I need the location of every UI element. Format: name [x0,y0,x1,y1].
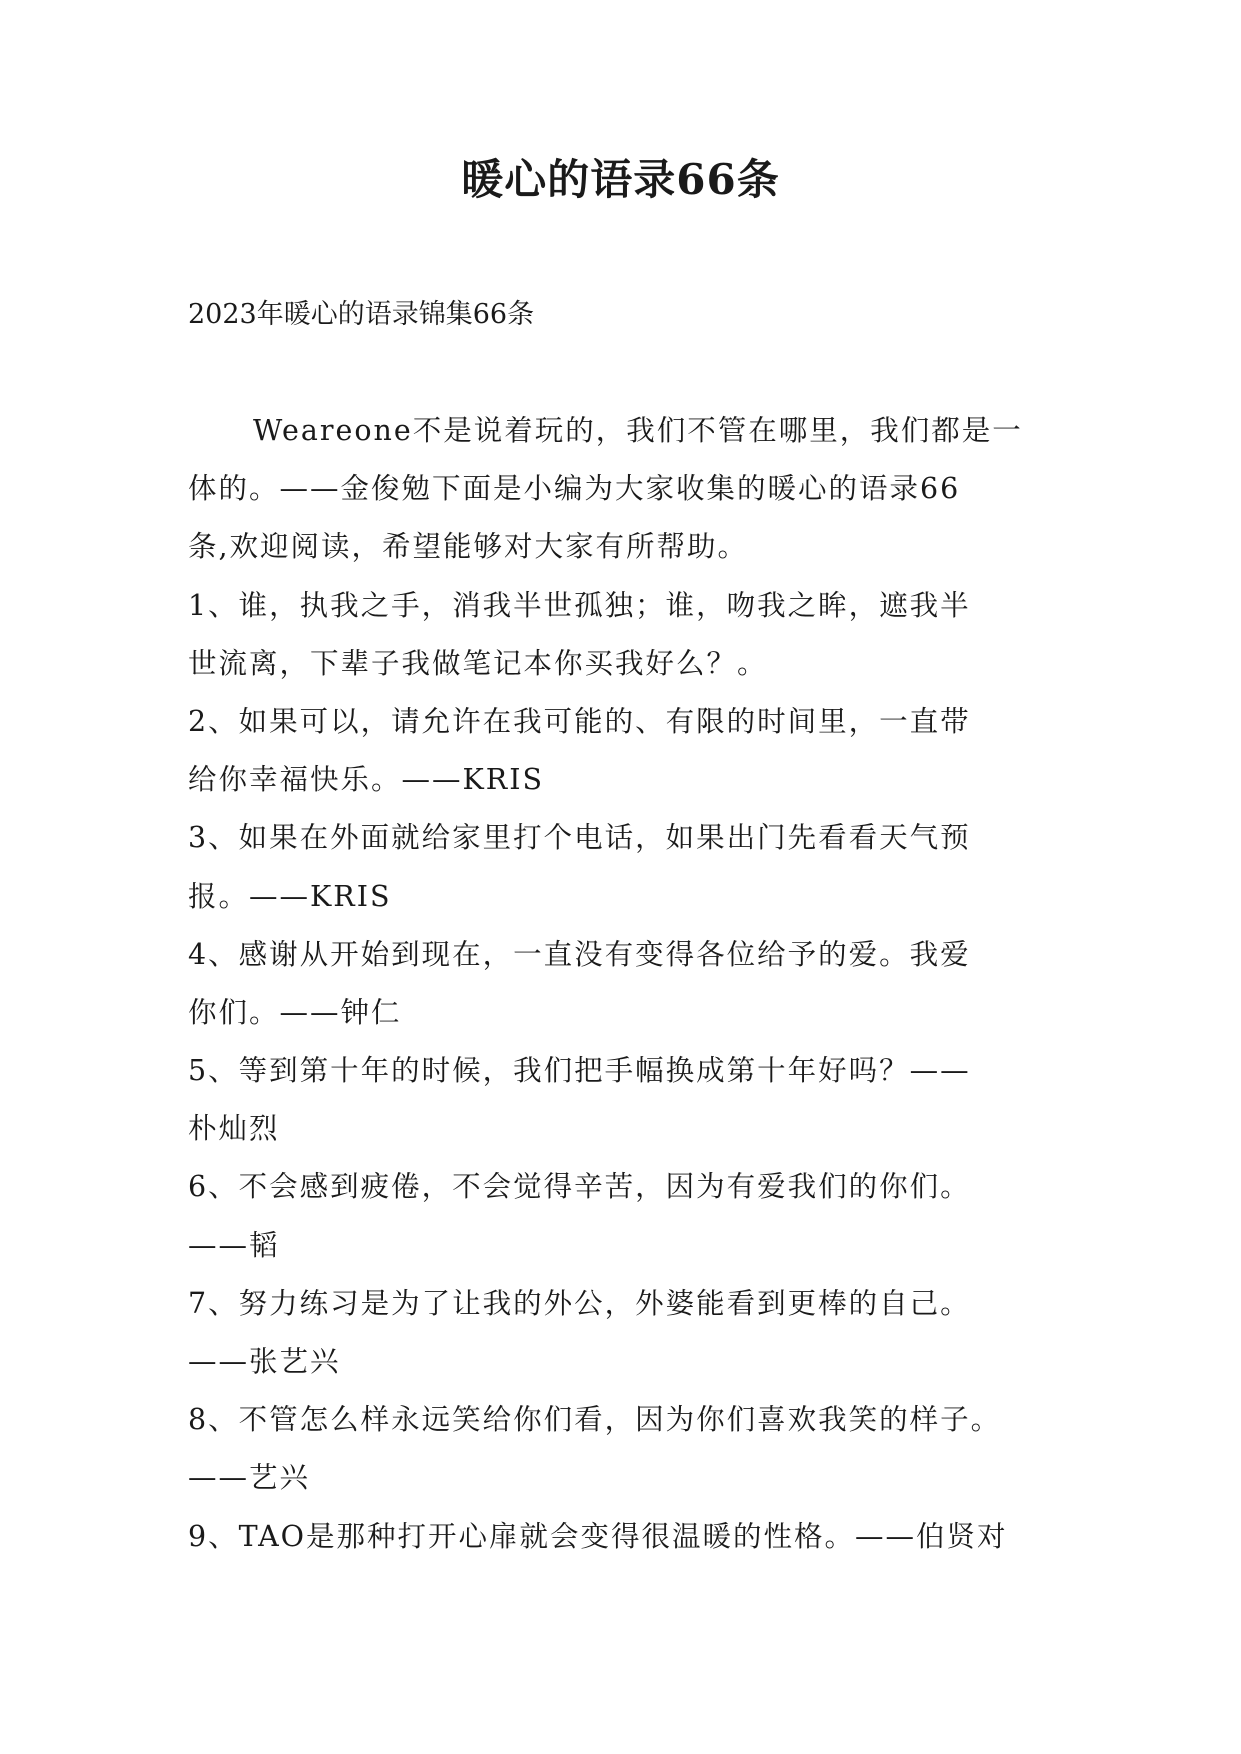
list-item-line: 8、不管怎么样永远笑给你们看，因为你们喜欢我笑的样子。 [188,1403,1002,1437]
paragraph-line: Weareone不是说着玩的，我们不管在哪里，我们都是一 [253,414,1023,447]
paragraph-line: 体的。——金俊勉下面是小编为大家收集的暖心的语录66 [188,472,961,506]
document-body [188,402,1068,1566]
list-item-line: 报。——KRIS [188,879,392,913]
list-item-line: 3、如果在外面就给家里打个电话，如果出门先看看天气预 [188,821,971,855]
list-item-line: ——韬 [188,1228,280,1262]
list-item-line: 1、谁，执我之手，消我半世孤独；谁，吻我之眸，遮我半 [188,588,971,622]
paragraph-line: 条,欢迎阅读，希望能够对大家有所帮助。 [188,530,749,564]
list-item-line: 世流离，下辈子我做笔记本你买我好么？。 [188,646,768,680]
list-item-line: 9、TAO是那种打开心扉就会变得很温暖的性格。——伯贤对 [188,1519,1008,1553]
list-item-line: ——张艺兴 [188,1345,341,1378]
document-subtitle: 2023年暖心的语录锦集66条 [188,299,535,330]
list-item-line: 给你幸福快乐。——KRIS [188,763,545,797]
list-item-line: 朴灿烈 [188,1112,280,1146]
document-title: 暖心的语录66条 [461,155,780,204]
list-item-line: 6、不会感到疲倦，不会觉得辛苦，因为有爱我们的你们。 [188,1170,971,1204]
list-item-line: 2、如果可以，请允许在我可能的、有限的时间里，一直带 [188,704,971,738]
list-item-line: 7、努力练习是为了让我的外公，外婆能看到更棒的自己。 [188,1286,971,1320]
list-item-line: 你们。——钟仁 [188,995,402,1029]
list-item-line: ——艺兴 [188,1461,311,1495]
list-item-line: 4、感谢从开始到现在，一直没有变得各位给予的爱。我爱 [188,937,971,971]
list-item-line: 5、等到第十年的时候，我们把手幅换成第十年好吗？—— [188,1054,971,1088]
